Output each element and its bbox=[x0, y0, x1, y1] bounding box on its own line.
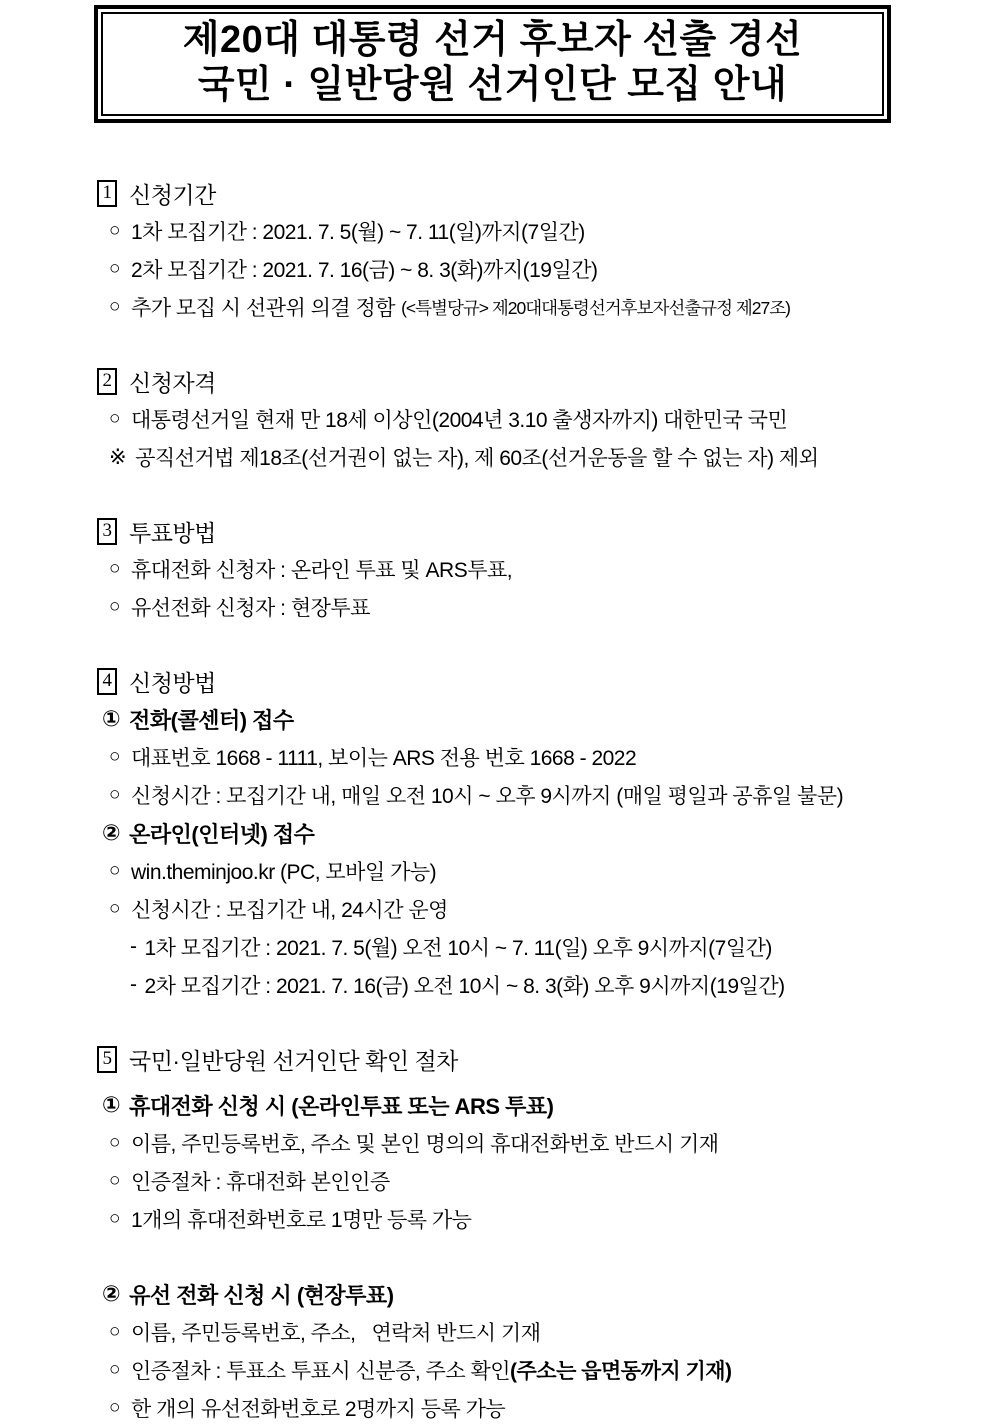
section-title: 신청자격 bbox=[129, 369, 216, 396]
list-item-text: 2차 모집기간 : 2021. 7. 16(금) 오전 10시 ~ 8. 3(화) 오후 9시까지(19일간) bbox=[144, 975, 785, 998]
list-item bbox=[109, 438, 904, 476]
list-item bbox=[109, 288, 904, 326]
circle-bullet-icon: ○ bbox=[109, 1132, 120, 1153]
circle-bullet-icon: ○ bbox=[109, 898, 120, 919]
subsection-heading-phone bbox=[102, 700, 904, 738]
list-item bbox=[109, 1200, 904, 1238]
list-item-text: 2차 모집기간 : 2021. 7. 16(금) ~ 8. 3(화)까지(19일간) bbox=[130, 259, 598, 282]
circle-bullet-icon: ○ bbox=[109, 1321, 120, 1342]
circle-bullet-icon: ○ bbox=[109, 1359, 120, 1380]
list-item bbox=[109, 738, 904, 776]
list-item bbox=[109, 1389, 904, 1427]
section-verification-procedure bbox=[97, 1040, 904, 1427]
section-heading bbox=[97, 362, 904, 400]
section-number-box: 4 bbox=[97, 668, 117, 695]
section-heading bbox=[97, 1040, 904, 1078]
reference-mark-icon: ※ bbox=[109, 445, 127, 469]
subsection-title: 전화(콜센터) 접수 bbox=[129, 707, 294, 733]
list-item-text: 1차 모집기간 : 2021. 7. 5(월) 오전 10시 ~ 7. 11(일) 오후 9시까지(7일간) bbox=[144, 937, 772, 960]
title-box-inner bbox=[101, 12, 884, 116]
list-item-text: 1차 모집기간 : 2021. 7. 5(월) ~ 7. 11(일)까지(7일간) bbox=[130, 221, 585, 244]
section-number-box: 2 bbox=[97, 368, 117, 395]
section-title: 신청방법 bbox=[129, 669, 216, 696]
subsection-heading-landline bbox=[102, 1275, 904, 1313]
circle-bullet-icon: ○ bbox=[109, 596, 120, 617]
section-number-box: 1 bbox=[97, 180, 117, 207]
subsection-title: 온라인(인터넷) 접수 bbox=[129, 821, 315, 847]
circled-one-icon: ① bbox=[102, 706, 121, 731]
list-item bbox=[109, 588, 904, 626]
list-item bbox=[109, 890, 904, 928]
list-item bbox=[109, 1162, 904, 1200]
list-subitem bbox=[130, 966, 904, 1004]
list-item-text: 대통령선거일 현재 만 18세 이상인(2004년 3.10 출생자까지) 대한민국 국민 bbox=[130, 409, 788, 432]
list-item-text: 유선전화 신청자 : 현장투표 bbox=[130, 597, 370, 620]
circle-bullet-icon: ○ bbox=[109, 784, 120, 805]
circled-one-icon: ① bbox=[102, 1092, 121, 1117]
circle-bullet-icon: ○ bbox=[109, 220, 120, 241]
title-box bbox=[94, 5, 891, 123]
subsection-title: 유선 전화 신청 시 (현장투표) bbox=[129, 1282, 394, 1308]
circle-bullet-icon: ○ bbox=[109, 1208, 120, 1229]
section-application-method bbox=[97, 662, 904, 1004]
circle-bullet-icon: ○ bbox=[109, 296, 120, 317]
section-application-period bbox=[97, 174, 904, 326]
list-item bbox=[109, 212, 904, 250]
subsection-heading-online bbox=[102, 814, 904, 852]
section-title: 투표방법 bbox=[129, 519, 216, 546]
dash-bullet-icon: - bbox=[130, 973, 137, 996]
section-number-box: 5 bbox=[97, 1046, 117, 1073]
document-title-line1: 제20대 대통령 선거 후보자 선출 경선 bbox=[182, 19, 803, 61]
section-heading bbox=[97, 662, 904, 700]
circle-bullet-icon: ○ bbox=[109, 258, 120, 279]
section-heading bbox=[97, 174, 904, 212]
list-item bbox=[109, 776, 904, 814]
list-item bbox=[109, 1351, 904, 1389]
circle-bullet-icon: ○ bbox=[109, 746, 120, 767]
list-item-text: 한 개의 유선전화번호로 2명까지 등록 가능 bbox=[130, 1398, 506, 1421]
list-item-text: 인증절차 : 투표소 투표시 신분증, 주소 확인 bbox=[130, 1360, 511, 1383]
list-item-text: 인증절차 : 휴대전화 본인인증 bbox=[130, 1171, 390, 1194]
list-item-note: (<특별당규> 제20대대통령선거후보자선출규정 제27조) bbox=[401, 297, 790, 318]
list-item bbox=[109, 550, 904, 588]
section-number-box: 3 bbox=[97, 518, 117, 545]
list-item-text: 1개의 휴대전화번호로 1명만 등록 가능 bbox=[130, 1209, 472, 1232]
section-eligibility bbox=[97, 362, 904, 476]
section-title: 국민·일반당원 선거인단 확인 절차 bbox=[129, 1047, 458, 1074]
circle-bullet-icon: ○ bbox=[109, 408, 120, 429]
document-page bbox=[0, 5, 992, 1421]
list-item-text: 추가 모집 시 선관위 의결 정함 bbox=[130, 297, 396, 320]
list-item bbox=[109, 250, 904, 288]
list-item-text: 이름, 주민등록번호, 주소 및 본인 명의의 휴대전화번호 반드시 기재 bbox=[130, 1133, 719, 1156]
document-body bbox=[97, 174, 904, 1427]
list-item-text: 대표번호 1668 - 1111, 보이는 ARS 전용 번호 1668 - 2022 bbox=[130, 747, 637, 770]
dash-bullet-icon: - bbox=[130, 935, 137, 958]
circled-two-icon: ② bbox=[102, 820, 121, 845]
list-item-text: 휴대전화 신청자 : 온라인 투표 및 ARS투표, bbox=[130, 559, 513, 582]
list-item-text: 신청시간 : 모집기간 내, 매일 오전 10시 ~ 오후 9시까지 (매일 평일과 공휴일 불문) bbox=[130, 785, 844, 808]
circle-bullet-icon: ○ bbox=[109, 1397, 120, 1418]
list-item-text: 이름, 주민등록번호, 주소, 연락처 반드시 기재 bbox=[130, 1322, 541, 1345]
circle-bullet-icon: ○ bbox=[109, 1170, 120, 1191]
section-heading bbox=[97, 512, 904, 550]
list-subitem bbox=[130, 928, 904, 966]
circled-two-icon: ② bbox=[102, 1281, 121, 1306]
list-item bbox=[109, 852, 904, 890]
list-item bbox=[109, 400, 904, 438]
list-item-text: 신청시간 : 모집기간 내, 24시간 운영 bbox=[130, 899, 448, 922]
subsection-heading-mobile bbox=[102, 1086, 904, 1124]
list-item-text-website: win.theminjoo.kr (PC, 모바일 가능) bbox=[130, 861, 437, 884]
list-item bbox=[109, 1124, 904, 1162]
section-title: 신청기간 bbox=[129, 181, 216, 208]
list-item-text: 공직선거법 제18조(선거권이 없는 자), 제 60조(선거운동을 할 수 없는 자) 제외 bbox=[135, 447, 819, 470]
list-item-text-bold: (주소는 읍면동까지 기재) bbox=[510, 1360, 732, 1383]
list-item bbox=[109, 1313, 904, 1351]
circle-bullet-icon: ○ bbox=[109, 860, 120, 881]
circle-bullet-icon: ○ bbox=[109, 558, 120, 579]
document-title-line2: 국민 · 일반당원 선거인단 모집 안내 bbox=[197, 64, 788, 106]
subsection-title: 휴대전화 신청 시 (온라인투표 또는 ARS 투표) bbox=[129, 1093, 554, 1119]
section-voting-method bbox=[97, 512, 904, 626]
